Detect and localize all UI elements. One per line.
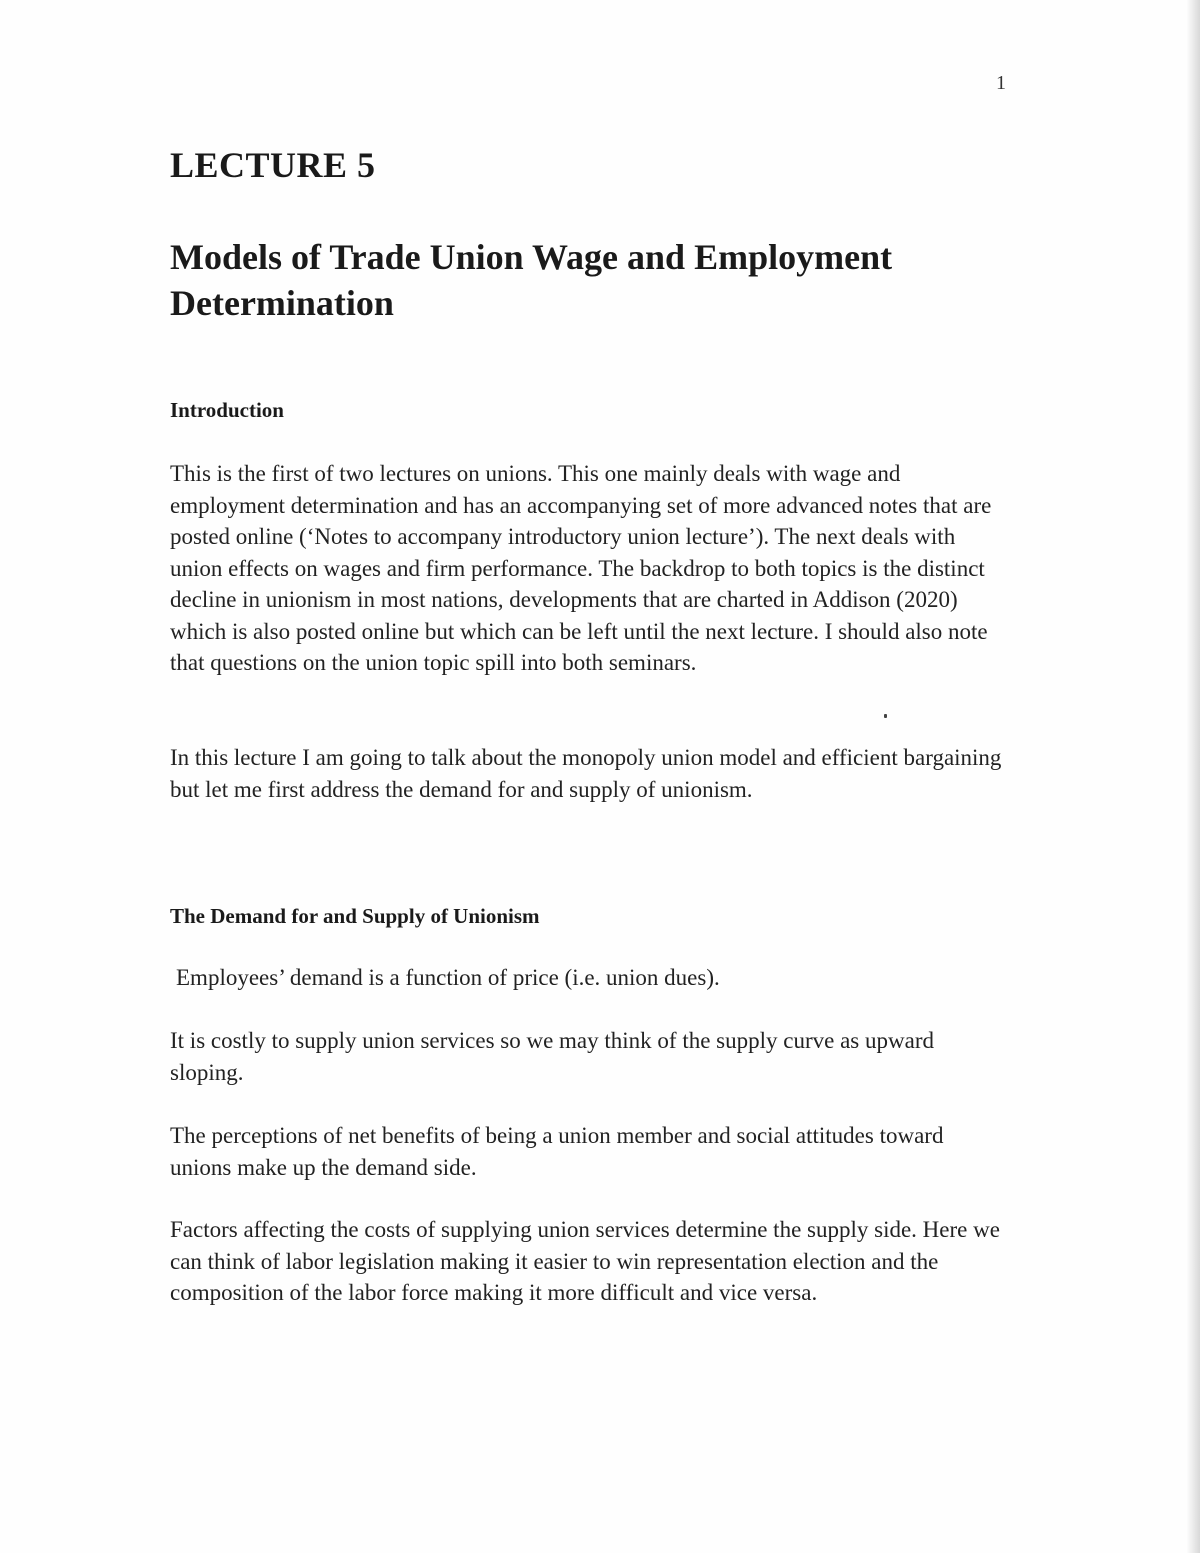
page-edge-shadow [1186,0,1200,1553]
scan-speck [884,714,887,718]
paragraph-demand-3: The perceptions of net benefits of being a union member and social attitudes toward unions make up the demand side. [170,1123,944,1180]
paragraph-intro-1: This is the first of two lectures on unions. This one mainly deals with wage and employment determination and has an accompanying set of more advanced notes that are posted online (‘Notes to accompany introductory union lecture’). The next deals with union effects on wages and firm performance. The backdrop to both topics is the distinct decline in unionism in most nations, developments that are charted in Addison (2020) which is also posted online but which can be left until the next lecture. I should also note that questions on the union topic spill into both seminars. [170,461,992,675]
paragraph-demand-1: Employees’ demand is a function of price (i.e. union dues). [176,965,720,990]
section-heading-introduction: Introduction [170,398,284,422]
page-number: 1 [996,72,1006,94]
section-heading-demand-supply: The Demand for and Supply of Unionism [170,904,540,928]
paragraph-demand-2: It is costly to supply union services so we may think of the supply curve as upward sloping. [170,1028,934,1085]
paragraph-demand-4: Factors affecting the costs of supplying union services determine the supply side. Here we can think of labor legislation making it easier to win representation election and the composition of the labor force making it more difficult and vice versa. [170,1217,1000,1305]
document-title: Models of Trade Union Wage and Employment Determination [170,237,893,323]
lecture-label: LECTURE 5 [170,145,376,185]
paragraph-intro-2: In this lecture I am going to talk about the monopoly union model and efficient bargaining but let me first address the demand for and supply of unionism. [170,745,1002,802]
